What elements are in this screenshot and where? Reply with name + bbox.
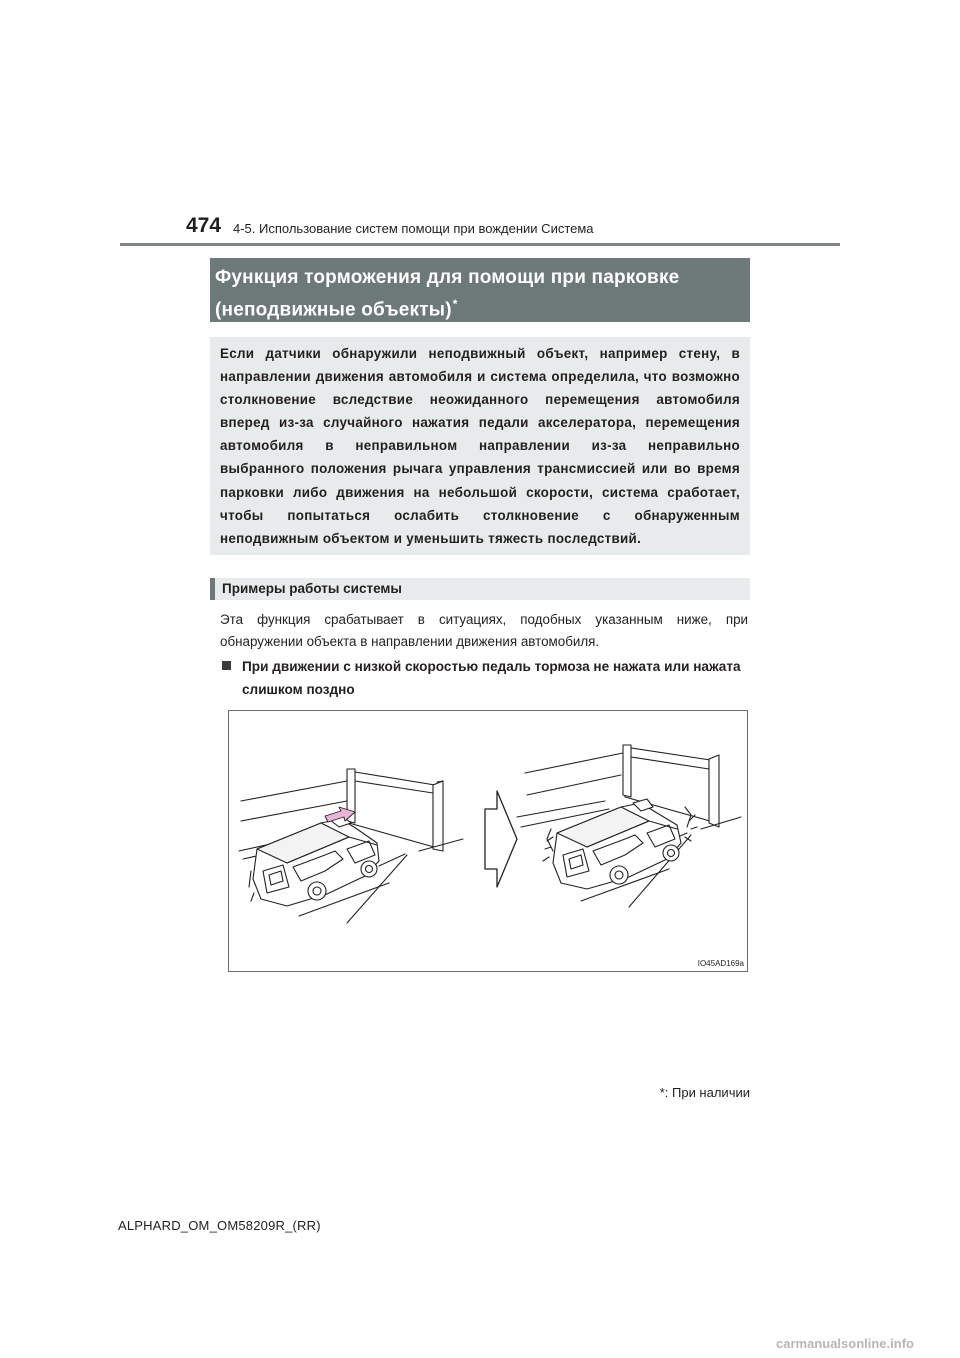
footnote-asterisk-icon: * — [659, 1085, 665, 1100]
asterisk-icon: * — [452, 297, 458, 311]
subsection-heading: Примеры работы системы — [222, 581, 402, 596]
subsection-heading-bar — [210, 578, 750, 600]
right-van — [543, 799, 697, 889]
figure-code: IO45AD169a — [697, 959, 744, 968]
subsection-accent — [210, 578, 215, 600]
footnote-text: : При наличии — [664, 1085, 750, 1100]
footnote — [650, 1085, 750, 1100]
transition-arrow-icon — [485, 791, 517, 887]
bullet-text: При движении с низкой скоростью педаль тормоза не нажата или нажата слишком поздно — [242, 659, 741, 697]
bullet-item — [222, 655, 748, 701]
illustration-frame — [228, 710, 748, 972]
footer-doc-code: ALPHARD_OM_OM58209R_(RR) — [118, 1218, 321, 1233]
header-divider — [120, 243, 840, 246]
page-number: 474 — [186, 214, 222, 237]
title-line-1: Функция торможения для помощи при парковке — [215, 267, 680, 288]
title-line-2-text: (неподвижные объекты) — [215, 299, 452, 321]
square-bullet-icon — [222, 661, 231, 670]
intro-box — [210, 337, 750, 555]
intro-text: Если датчики обнаружили неподвижный объект, например стену, в направлении движения автомобиля и система определила, что возможно столкновение вследствие неожиданного перемещения автомобиля вперед из-за случайного нажатия педали акселератора, перемещения автомобиля в неправильном направлении из-за неправильно выбранного положения рычага управления трансмиссией или во время парковки либо движения на небольшой скорости, система сработает, чтобы попытаться ослабить столкновение с обнаруженным неподвижным объектом и уменьшить тяжесть последствий. — [220, 346, 740, 546]
body-paragraph: Эта функция срабатывает в ситуациях, подобных указанным ниже, при обнаружении объекта в направлении движения автомобиля. — [220, 612, 748, 649]
chapter-header: 4-5. Использование систем помощи при вождении Система — [233, 221, 594, 236]
car-wall-illustration — [229, 711, 747, 971]
watermark[interactable]: carmanualsonline.info — [776, 1336, 914, 1351]
title-line-2 — [215, 291, 750, 323]
left-van — [249, 815, 379, 906]
section-title-box — [210, 258, 750, 322]
